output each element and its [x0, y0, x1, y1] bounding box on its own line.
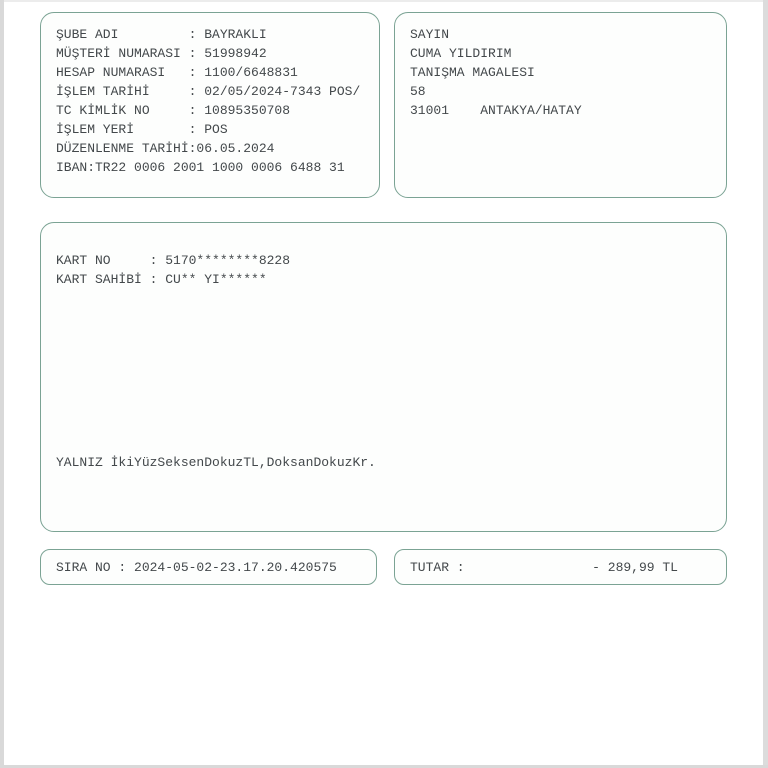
card-details-box: [40, 222, 727, 532]
address-number-line: 58: [410, 84, 426, 99]
transaction-date-line: İŞLEM TARİHİ : 02/05/2024-7343 POS/: [56, 84, 361, 99]
address-city-line: 31001 ANTAKYA/HATAY: [410, 103, 582, 118]
page-top-edge: [0, 0, 768, 2]
card-holder-line: KART SAHİBİ : CU** YI******: [56, 272, 267, 287]
recipient-info-box: [394, 12, 727, 198]
total-amount-value: - 289,99 TL: [592, 559, 678, 575]
card-number-line: KART NO : 5170********8228: [56, 253, 291, 268]
page-right-edge: [763, 0, 768, 768]
recipient-name-line: CUMA YILDIRIM: [410, 46, 512, 61]
transaction-place-line: İŞLEM YERİ : POS: [56, 122, 228, 137]
customer-number-line: MÜŞTERİ NUMARASI : 51998942: [56, 46, 267, 61]
total-amount-label: TUTAR :: [410, 559, 465, 575]
branch-name-line: ŞUBE ADI : BAYRAKLI: [56, 27, 267, 42]
iban-line: IBAN:TR22 0006 2001 1000 0006 6488 31: [56, 160, 345, 175]
address-street-line: TANIŞMA MAGALESI: [410, 65, 535, 80]
branch-info-box: [40, 12, 380, 198]
page-left-edge: [0, 0, 4, 768]
amount-in-words-line: YALNIZ İkiYüzSeksenDokuzTL,DoksanDokuzKr.: [56, 455, 376, 470]
tc-id-line: TC KİMLİK NO : 10895350708: [56, 103, 291, 118]
account-number-line: HESAP NUMARASI : 1100/6648831: [56, 65, 298, 80]
salutation-line: SAYIN: [410, 27, 450, 42]
total-amount-box: [394, 549, 727, 585]
sequence-number-line: SIRA NO : 2024-05-02-23.17.20.420575: [56, 559, 337, 575]
issue-date-line: DÜZENLENME TARİHİ:06.05.2024: [56, 141, 275, 156]
sequence-number-box: [40, 549, 377, 585]
